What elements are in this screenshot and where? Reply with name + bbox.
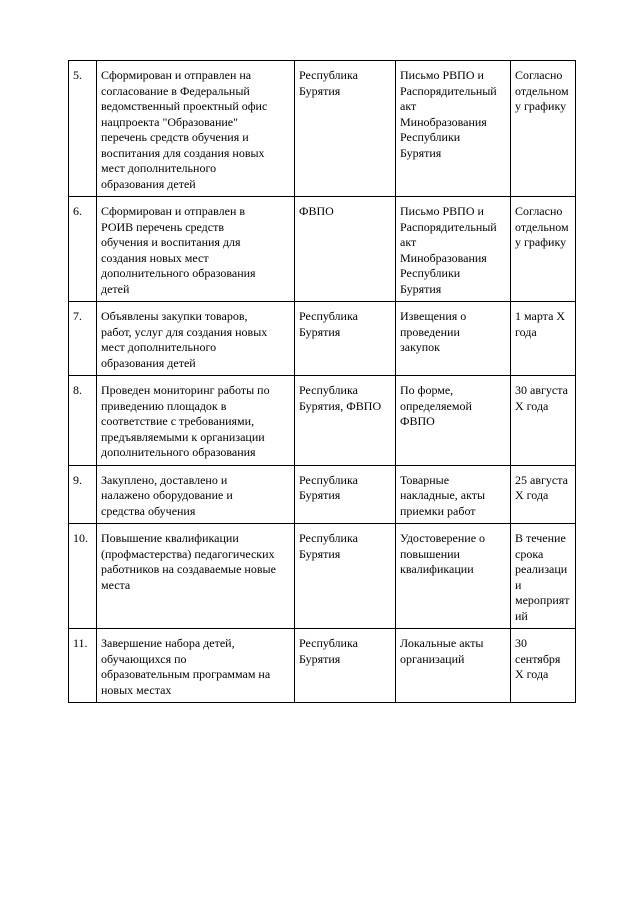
responsible-text: Республика Бурятия, ФВПО bbox=[299, 383, 382, 413]
document-cell bbox=[396, 302, 511, 376]
document-cell bbox=[396, 629, 511, 703]
row-number: 6. bbox=[73, 204, 82, 218]
row-number-cell bbox=[69, 465, 97, 524]
table-row bbox=[69, 197, 576, 302]
deadline-text: В течение срока реализаци и мероприят ий bbox=[515, 531, 570, 623]
responsible-cell bbox=[295, 524, 396, 629]
responsible-cell bbox=[295, 376, 396, 466]
row-number-cell bbox=[69, 197, 97, 302]
responsible-cell bbox=[295, 302, 396, 376]
document-cell bbox=[396, 197, 511, 302]
responsible-cell bbox=[295, 465, 396, 524]
document-cell bbox=[396, 524, 511, 629]
action-cell bbox=[97, 376, 295, 466]
action-cell bbox=[97, 629, 295, 703]
document-text: Письмо РВПО и Распорядительный акт Минобразования Республики Бурятия bbox=[400, 68, 497, 160]
document-cell bbox=[396, 376, 511, 466]
deadline-text: 25 августа Х года bbox=[515, 472, 568, 502]
document-text: Удостоверение о повышении квалификации bbox=[400, 531, 486, 576]
deadline-cell bbox=[511, 302, 576, 376]
document-cell bbox=[396, 61, 511, 197]
deadline-text: Согласно отдельном у графику bbox=[515, 68, 569, 113]
action-text: Закуплено, доставлено и налажено оборудование и средства обучения bbox=[101, 472, 233, 518]
responsible-text: ФВПО bbox=[299, 204, 334, 218]
responsible-text: Республика Бурятия bbox=[299, 68, 358, 98]
deadline-text: 30 сентября Х года bbox=[515, 636, 561, 681]
table-row bbox=[69, 302, 576, 376]
action-cell bbox=[97, 524, 295, 629]
deadline-text: 1 марта Х года bbox=[515, 309, 566, 339]
action-text: Проведен мониторинг работы по приведению площадок в соответствие с требованиями, предъявляемыми к организации дополнительного образования bbox=[101, 383, 270, 459]
row-number: 11. bbox=[73, 636, 88, 650]
row-number-cell bbox=[69, 61, 97, 197]
responsible-text: Республика Бурятия bbox=[299, 636, 358, 666]
row-number: 9. bbox=[73, 472, 82, 487]
row-number: 5. bbox=[73, 68, 82, 82]
deadline-cell bbox=[511, 465, 576, 524]
activity-table bbox=[68, 60, 576, 703]
responsible-text: Республика Бурятия bbox=[299, 472, 358, 502]
deadline-cell bbox=[511, 376, 576, 466]
responsible-text: Республика Бурятия bbox=[299, 309, 358, 339]
row-number-cell bbox=[69, 302, 97, 376]
responsible-cell bbox=[295, 197, 396, 302]
responsible-cell bbox=[295, 61, 396, 197]
action-text: Объявлены закупки товаров, работ, услуг для создания новых мест дополнительного образования детей bbox=[101, 309, 268, 370]
document-text: Товарные накладные, акты приемки работ bbox=[400, 472, 486, 518]
row-number: 10. bbox=[73, 531, 88, 545]
row-number-cell bbox=[69, 376, 97, 466]
action-text: Завершение набора детей, обучающихся по образовательным программам на новых местах bbox=[101, 636, 271, 697]
row-number-cell bbox=[69, 524, 97, 629]
action-cell bbox=[97, 302, 295, 376]
table-row bbox=[69, 61, 576, 197]
action-text: Повышение квалификации (профмастерства) педагогических работников на создаваемые новые места bbox=[101, 531, 276, 592]
row-number: 7. bbox=[73, 309, 82, 323]
deadline-cell bbox=[511, 629, 576, 703]
responsible-text: Республика Бурятия bbox=[299, 531, 358, 561]
responsible-cell bbox=[295, 629, 396, 703]
action-cell bbox=[97, 465, 295, 524]
action-cell bbox=[97, 197, 295, 302]
action-text: Сформирован и отправлен в РОИВ перечень средств обучения и воспитания для создания новых мест дополнительного образования детей bbox=[101, 204, 256, 296]
deadline-text: Согласно отдельном у графику bbox=[515, 204, 569, 249]
action-text: Сформирован и отправлен на согласование в Федеральный ведомственный проектный офис нацпроекта "Образование" перечень средств обучения и воспитания для создания новых мест дополнительного образования детей bbox=[101, 68, 268, 191]
row-number: 8. bbox=[73, 383, 82, 397]
document-cell bbox=[396, 465, 511, 524]
activity-table-body bbox=[69, 61, 576, 703]
row-number-cell bbox=[69, 629, 97, 703]
deadline-cell bbox=[511, 524, 576, 629]
action-cell bbox=[97, 61, 295, 197]
table-row bbox=[69, 629, 576, 703]
table-row bbox=[69, 465, 576, 524]
deadline-cell bbox=[511, 61, 576, 197]
table-row bbox=[69, 524, 576, 629]
document-text: Письмо РВПО и Распорядительный акт Минобразования Республики Бурятия bbox=[400, 204, 497, 296]
document-text: Извещения о проведении закупок bbox=[400, 309, 467, 354]
deadline-cell bbox=[511, 197, 576, 302]
document-text: По форме, определяемой ФВПО bbox=[400, 383, 472, 428]
document-text: Локальные акты организаций bbox=[400, 636, 484, 666]
deadline-text: 30 августа Х года bbox=[515, 383, 568, 413]
table-row bbox=[69, 376, 576, 466]
